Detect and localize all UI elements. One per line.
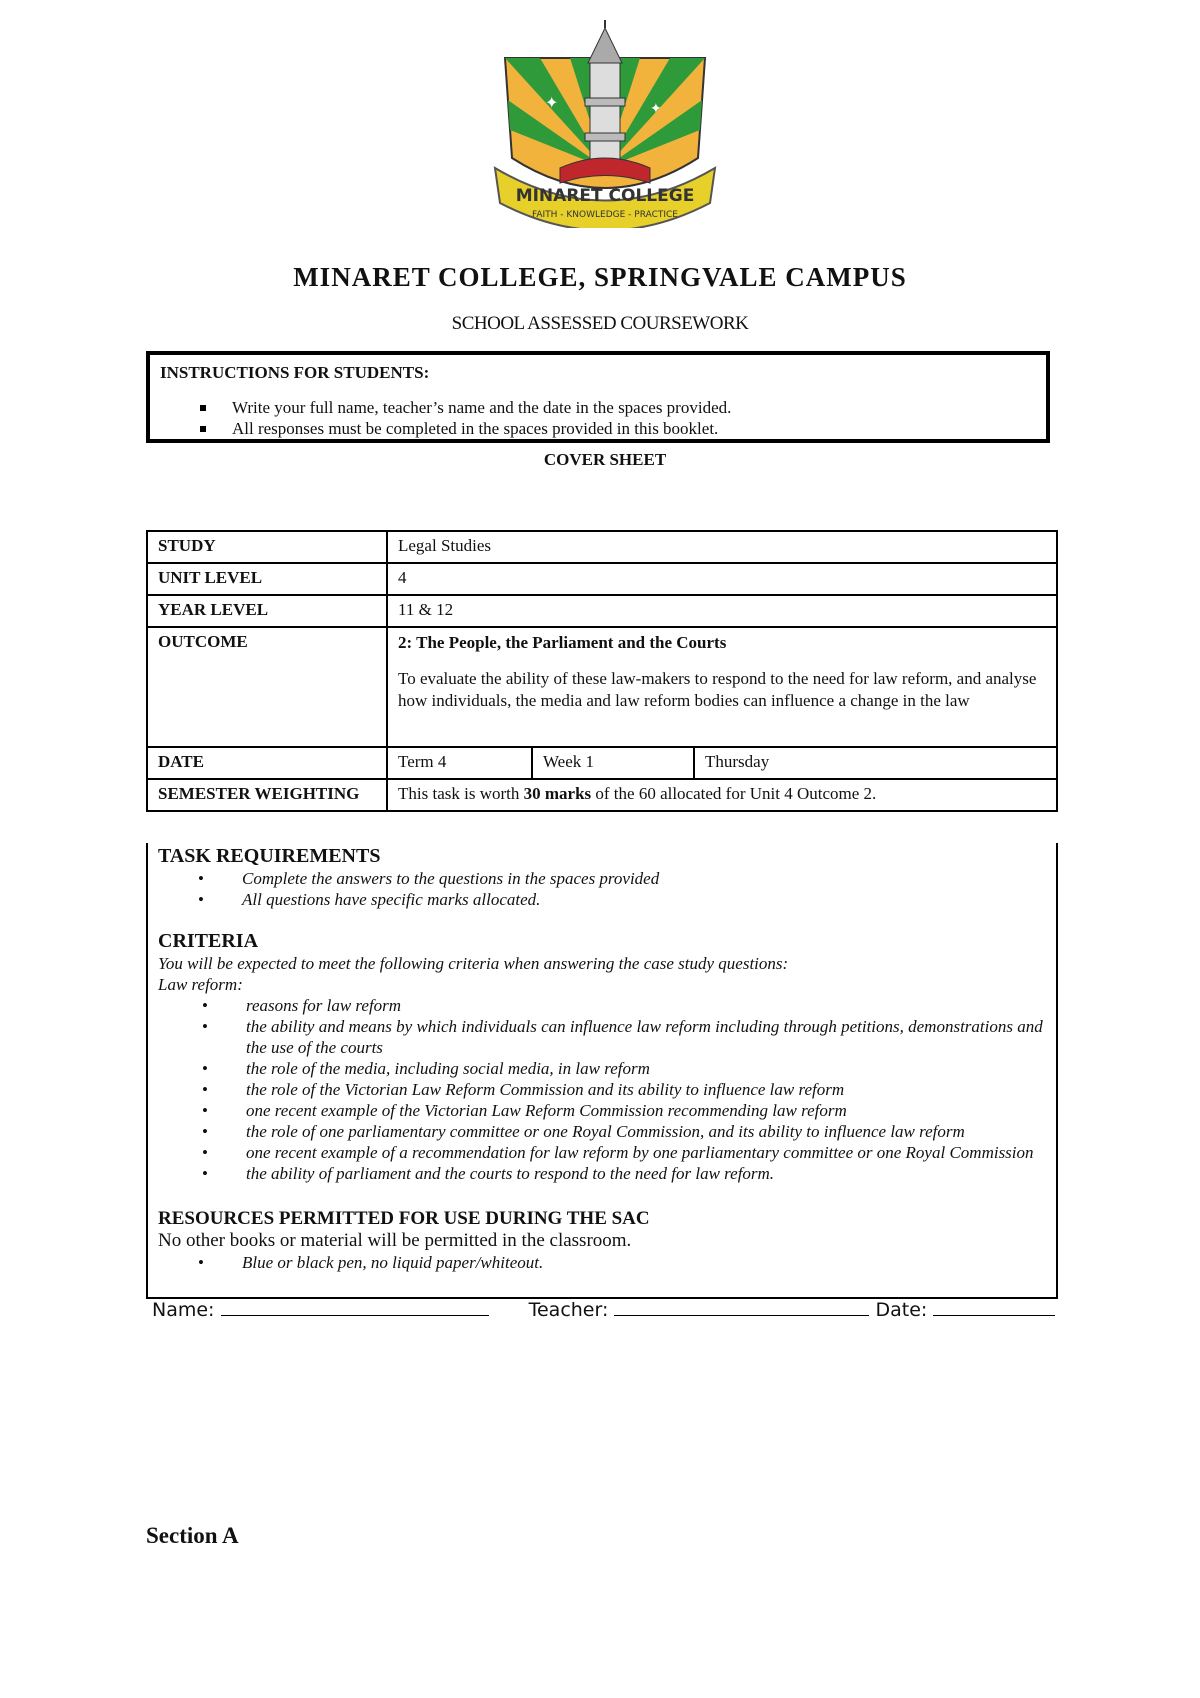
study-value: Legal Studies	[387, 531, 1057, 563]
outcome-title: 2: The People, the Parliament and the Courts	[398, 633, 727, 652]
year-level-label: YEAR LEVEL	[147, 595, 387, 627]
list-item: • All questions have specific marks allocated.	[158, 889, 1046, 910]
list-item: • the role of the Victorian Law Reform Commission and its ability to influence law reform	[158, 1079, 1046, 1100]
table-row	[147, 531, 1057, 563]
date-day: Thursday	[694, 747, 1057, 779]
outcome-value	[387, 627, 1057, 747]
logo-motto: FAITH - KNOWLEDGE - PRACTICE	[532, 210, 678, 220]
list-item: • reasons for law reform	[158, 995, 1046, 1016]
unit-level-value: 4	[387, 563, 1057, 595]
unit-level-label: UNIT LEVEL	[147, 563, 387, 595]
square-bullet-icon	[200, 405, 206, 411]
list-item: • the ability and means by which individuals can influence law reform including through petitions, demonstrations and the use of the courts	[158, 1016, 1046, 1058]
table-row	[147, 627, 1057, 747]
list-item: • the role of the media, including social media, in law reform	[158, 1058, 1046, 1079]
name-field[interactable]	[221, 1297, 489, 1316]
date-label: Date:	[875, 1299, 928, 1321]
criteria-subheading: Law reform:	[158, 975, 243, 994]
resources-list	[158, 1252, 1046, 1273]
cover-sheet-table	[146, 530, 1058, 812]
criteria-intro: You will be expected to meet the following criteria when answering the case study questions:	[158, 954, 789, 973]
square-bullet-icon	[200, 426, 206, 432]
list-item: • the ability of parliament and the courts to respond to the need for law reform.	[158, 1163, 1046, 1184]
instruction-item: Write your full name, teacher’s name and the date in the spaces provided.	[200, 397, 1036, 418]
svg-text:✦: ✦	[650, 102, 662, 117]
semester-weighting-value: This task is worth 30 marks of the 60 allocated for Unit 4 Outcome 2.	[387, 779, 1057, 811]
task-requirements-list	[158, 868, 1046, 910]
teacher-label: Teacher:	[528, 1299, 609, 1321]
list-item: • Blue or black pen, no liquid paper/whiteout.	[158, 1252, 1046, 1273]
year-level-value: 11 & 12	[387, 595, 1057, 627]
study-label: STUDY	[147, 531, 387, 563]
logo-text: MINARET COLLEGE	[515, 186, 695, 206]
cover-sheet-heading: COVER SHEET	[543, 450, 667, 469]
name-label: Name:	[152, 1299, 215, 1321]
criteria-heading: CRITERIA	[158, 930, 259, 952]
task-requirements-heading: TASK REQUIREMENTS	[158, 845, 381, 867]
instructions-box	[146, 351, 1050, 443]
date-term: Term 4	[387, 747, 532, 779]
document-subtitle: SCHOOL ASSESSED COURSEWORK	[451, 313, 749, 334]
svg-text:✦: ✦	[545, 95, 559, 112]
semester-weighting-label: SEMESTER WEIGHTING	[147, 779, 387, 811]
resources-text: No other books or material will be permitted in the classroom.	[158, 1230, 632, 1251]
outcome-description: To evaluate the ability of these law-makers to respond to the need for law reform, and analyse how individuals, the media and law reform bodies can influence a change in the law	[398, 669, 1037, 710]
signature-line	[152, 1297, 1052, 1321]
date-field[interactable]	[933, 1297, 1055, 1316]
date-label: DATE	[147, 747, 387, 779]
table-row	[147, 747, 1057, 779]
task-requirements-box	[146, 843, 1058, 1299]
outcome-label: OUTCOME	[147, 627, 387, 747]
table-row	[147, 563, 1057, 595]
section-a-heading: Section A	[146, 1523, 239, 1548]
table-row	[147, 779, 1057, 811]
list-item: • one recent example of the Victorian Law Reform Commission recommending law reform	[158, 1100, 1046, 1121]
college-crest-logo	[490, 18, 720, 228]
list-item: • Complete the answers to the questions in the spaces provided	[158, 868, 1046, 889]
instructions-heading: INSTRUCTIONS FOR STUDENTS:	[160, 363, 430, 382]
date-week: Week 1	[532, 747, 694, 779]
college-title: MINARET COLLEGE, SPRINGVALE CAMPUS	[293, 262, 907, 292]
list-item: • the role of one parliamentary committee or one Royal Commission, and its ability to influence law reform	[158, 1121, 1046, 1142]
table-row	[147, 595, 1057, 627]
teacher-field[interactable]	[614, 1297, 869, 1316]
resources-heading: RESOURCES PERMITTED FOR USE DURING THE SAC	[158, 1208, 650, 1229]
instruction-item: All responses must be completed in the spaces provided in this booklet.	[200, 418, 1036, 439]
list-item: • one recent example of a recommendation for law reform by one parliamentary committee or one Royal Commission	[158, 1142, 1046, 1163]
criteria-list	[158, 995, 1046, 1184]
